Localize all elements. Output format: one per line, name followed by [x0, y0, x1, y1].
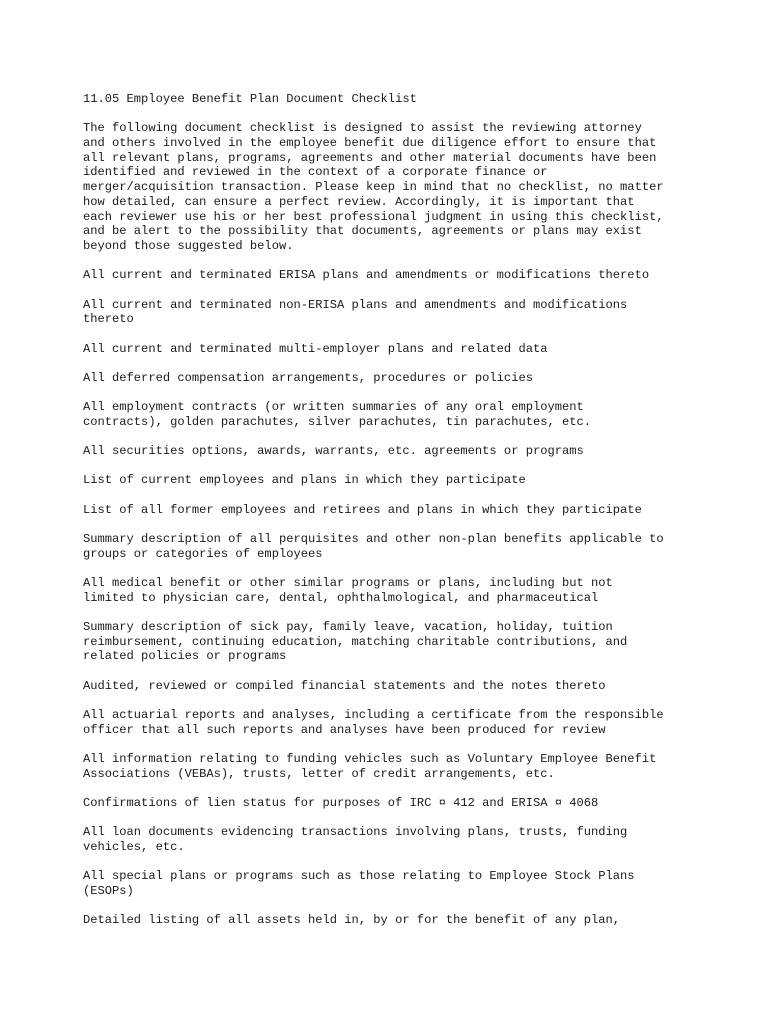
checklist-item: All medical benefit or other similar programs or plans, including but not limited to physician care, dental, ophthalmological, and pharmaceutical [83, 576, 613, 605]
checklist-item: List of all former employees and retirees and plans in which they participate [83, 502, 642, 517]
checklist-item: All current and terminated non-ERISA plans and amendments and modifications thereto [83, 297, 628, 327]
checklist-item: Summary description of all perquisites and other non-plan benefits applicable to groups or categories of employees [83, 532, 664, 561]
checklist-item: Detailed listing of all assets held in, by or for the benefit of any plan, [83, 913, 621, 928]
document-title: 11.05 Employee Benefit Plan Document Checklist [83, 92, 417, 106]
document-page [83, 92, 723, 943]
checklist-item: All special plans or programs such as those relating to Employee Stock Plans (ESOPs) [83, 869, 635, 898]
checklist-item: Audited, reviewed or compiled financial statements and the notes thereto [83, 678, 606, 693]
checklist-item: All actuarial reports and analyses, including a certificate from the responsible officer that all such reports and analyses have been produced for review [83, 708, 664, 737]
checklist-item: All current and terminated multi-employer plans and related data [83, 341, 548, 356]
checklist-item: All information relating to funding vehicles such as Voluntary Employee Benefit Associations (VEBAs), trusts, letter of credit arrangements, etc. [83, 752, 657, 781]
checklist-item: All loan documents evidencing transactions involving plans, trusts, funding vehicles, etc. [83, 825, 628, 854]
checklist-item: All securities options, awards, warrants, etc. agreements or programs [83, 444, 584, 459]
checklist-item: Summary description of sick pay, family leave, vacation, holiday, tuition reimbursement, continuing education, matching charitable contributions, and related policies or programs [83, 620, 628, 664]
intro-paragraph: The following document checklist is designed to assist the reviewing attorney and others involved in the employee benefit due diligence effort to ensure that all relevant plans, programs, agreements and other material documents have been identified and reviewed in the context of a corporate finance or merger/acquisition transaction. Please keep in mind that no checklist, no matter how detailed, can ensure a perfect review. Accordingly, it is important that each reviewer use his or her best professional judgment in using this checklist, and be alert to the possibility that documents, agreements or plans may exist beyond those suggested below. [83, 121, 664, 253]
checklist-item: Confirmations of lien status for purposes of IRC ¤ 412 and ERISA ¤ 4068 [83, 796, 599, 810]
checklist-item: All employment contracts (or written summaries of any oral employment contracts), golden parachutes, silver parachutes, tin parachutes, etc. [83, 400, 592, 429]
checklist-item: All current and terminated ERISA plans and amendments or modifications thereto [83, 268, 650, 283]
checklist-item: All deferred compensation arrangements, procedures or policies [83, 370, 533, 385]
checklist-item: List of current employees and plans in which they participate [83, 473, 526, 488]
